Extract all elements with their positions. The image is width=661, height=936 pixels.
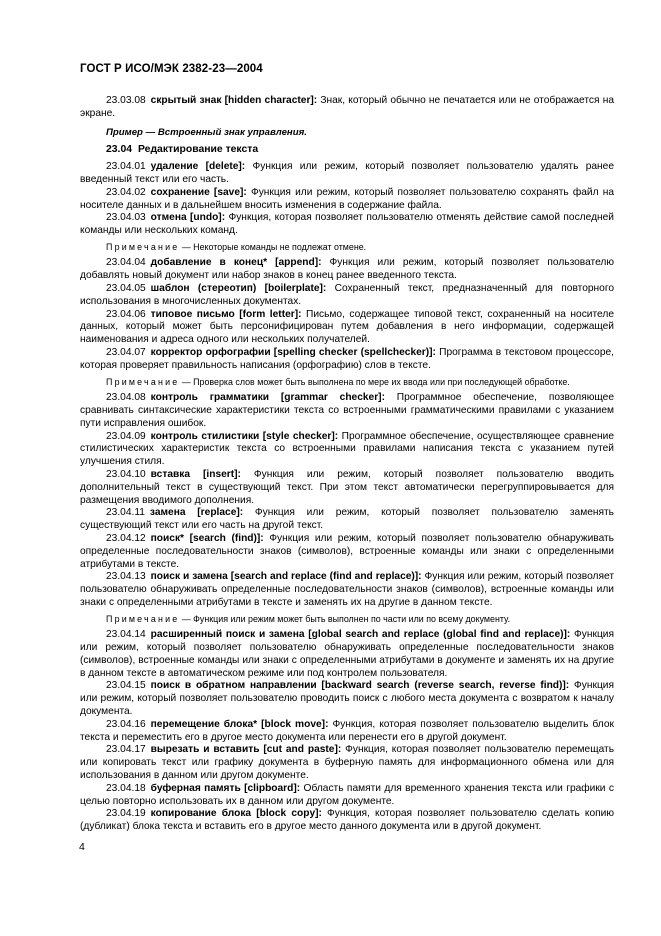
term-number: 23.04.03	[106, 212, 146, 224]
term-name: удаление [delete]:	[150, 161, 246, 173]
term-entry	[80, 431, 614, 469]
term-definition: Функция, которая позволяет пользователю сделать копию (дубликат) блока текста и вставить его в другое место данного документа или в другой документ.	[80, 808, 614, 833]
term-definition: Сохраненный текст, предназначенный для повторного использования в многочисленных документах.	[80, 283, 614, 307]
term-definition: Знак, который обычно не печатается или не отображается на экране.	[80, 95, 614, 119]
term-entry	[80, 744, 614, 782]
term-number: 23.04.16	[106, 718, 146, 730]
term-name: контроль стилистики [style checker]:	[150, 430, 339, 442]
term-definition: Функция или режим, который позволяет пользователю проводить поиск с любого места документа с возвратом к началу документа.	[80, 680, 615, 717]
term-entry	[80, 309, 614, 347]
term-definition: Функция или режим, который позволяет пользователю заменять существующий текст или его часть на другой текст.	[80, 507, 614, 532]
term-entry	[80, 571, 614, 609]
term-number: 23.04.15	[106, 680, 146, 692]
term-number: 23.04.10	[106, 468, 146, 480]
term-definition: Функция или режим, который позволяет пользователю обнаруживать определенные последовательности знаков (символов), встроенные команды или знаки с определенными атрибутами в тексте и заменять их на другие в данном тексте.	[80, 571, 614, 608]
term-definition: Область памяти для временного хранения текста или графики с целью повторно использовать их в данном или другом документе.	[80, 782, 614, 807]
term-name: буферная память [clipboard]:	[150, 782, 301, 794]
term-name: замена [replace]:	[149, 507, 244, 519]
term-name: сохранение [save]:	[150, 186, 247, 198]
note-text: — Функция или режим может быть выполнен по части или по всему документу.	[179, 613, 511, 624]
term-entry	[80, 719, 614, 745]
term-number: 23.04.04	[106, 257, 146, 269]
term-definition: Программное обеспечение, осуществляющее сравнение стилистических характеристик текста со встроенными правилами написания текста с указанием путей улучшения стиля.	[80, 430, 614, 468]
term-name: вырезать и вставить [cut and paste]:	[150, 744, 342, 756]
term-number: 23.04.18	[106, 782, 146, 794]
term-number: 23.04.08	[106, 392, 146, 404]
term-definition: Программное обеспечение, позволяющее сравнивать синтаксические характеристики текста со встроенными грамматическими правилами с указанием пути исправления ошибок.	[80, 392, 614, 429]
term-number: 23.04.11	[106, 507, 145, 519]
term-definition: Функция или режим, который позволяет пользователю обнаруживать определенные последовательности знаков (символов), встроенные команды или знаки с определенными атрибутами в тексте.	[80, 532, 614, 570]
term-entry	[80, 808, 614, 834]
term-entry	[80, 783, 614, 809]
term-entry	[80, 533, 614, 571]
term-number: 23.04.01	[106, 161, 146, 173]
term-entry	[80, 161, 614, 187]
example-text: Пример — Встроенный знак управления.	[106, 126, 307, 138]
term-number: 23.04.13	[106, 571, 146, 583]
term-entry	[80, 680, 614, 718]
term-number: 23.04.17	[106, 744, 146, 756]
term-number: 23.03.08	[106, 95, 146, 106]
note-label: Примечание	[106, 376, 180, 387]
document-body	[80, 95, 614, 834]
term-entry	[80, 469, 614, 507]
term-name: вставка [insert]:	[150, 468, 241, 480]
term-definition: Программа в текстовом процессоре, которая проверяет правильность написания (орфографию) слов в тексте.	[80, 347, 615, 371]
term-name: отмена [undo]:	[150, 212, 226, 224]
term-name: поиск в обратном направлении [backward search (reverse search, reverse find)]:	[150, 680, 570, 692]
term-definition: Функция или режим, который позволяет пользователю удалять ранее введенный текст или его часть.	[80, 161, 614, 185]
term-name: поиск и замена [search and replace (find and replace)]:	[150, 571, 422, 583]
term-entry	[80, 212, 614, 238]
term-number: 23.04.06	[106, 308, 146, 320]
term-name: перемещение блока* [block move]:	[150, 718, 329, 730]
note-entry	[80, 377, 614, 389]
term-definition: Функция или режим, который позволяет пользователю сохранять файл на носителе данных и в дальнейшем вносить изменения в содержание файла.	[80, 186, 615, 211]
term-number: 23.04.12	[106, 532, 146, 544]
page-header-title: ГОСТ Р ИСО/МЭК 2382-23—2004	[80, 63, 263, 75]
term-name: скрытый знак [hidden character]:	[150, 95, 318, 106]
term-entry	[80, 95, 614, 121]
term-name: копирование блока [block copy]:	[150, 808, 322, 820]
term-name: поиск* [search (find)]:	[150, 532, 264, 544]
term-name: шаблон (стереотип) [boilerplate]:	[150, 283, 327, 295]
term-definition: Письмо, содержащее типовой текст, сохраненный на носителе данных, который может быть персонифицирован путем добавления в него информации, содержащей наименования и адреса одного или нескольких получателей.	[80, 308, 614, 346]
term-definition: Функция или режим, который позволяет пользователю обнаруживать определенные последовательности знаков (символов), встроенные команды или знаки с определенными атрибутами в документе и заменять их на другие в данном тексте в автоматическом режиме или под контролем пользователя.	[80, 629, 614, 679]
term-definition: Функция или режим, который позволяет пользователю вводить дополнительный текст в существующий текст. При этом текст автоматически перегруппировывается для размещения вводимого дополнения.	[80, 468, 614, 506]
page-number: 4	[79, 841, 85, 853]
term-number: 23.04.02	[106, 186, 146, 198]
term-definition: Функция, которая позволяет пользователю отменять действие самой последней команды или нескольких команд.	[80, 212, 614, 237]
section-number: 23.04	[106, 144, 133, 156]
term-number: 23.04.14	[106, 629, 146, 641]
term-entry	[80, 257, 614, 283]
term-name: типовое письмо [form letter]:	[150, 308, 302, 320]
term-number: 23.04.09	[106, 430, 146, 442]
note-label: Примечание	[106, 613, 180, 624]
term-entry	[80, 347, 614, 373]
note-label: Примечание	[106, 241, 180, 252]
note-text: — Проверка слов может быть выполнена по мере их ввода или при последующей обработке.	[179, 376, 570, 387]
term-entry	[80, 187, 614, 213]
term-definition: Функция, которая позволяет пользователю перемещать или копировать текст или графику документа в буферную память для информационного обмена или для использования в данном или другом документе.	[80, 744, 615, 781]
term-name: расширенный поиск и замена [global search and replace (global find and replace)]:	[150, 629, 571, 641]
term-number: 23.04.19	[106, 808, 146, 820]
term-number: 23.04.07	[106, 347, 146, 359]
term-definition: Функция, которая позволяет пользователю выделить блок текста и переместить его в другое место документа или перенести его в другой документ.	[80, 718, 614, 743]
note-text: — Некоторые команды не подлежат отмене.	[179, 241, 367, 252]
note-entry	[80, 242, 614, 254]
term-name: добавление в конец* [append]:	[150, 257, 322, 269]
term-definition: Функция или режим, который позволяет пользователю добавлять новый документ или набор знаков в конец ранее введенного текста.	[80, 257, 614, 282]
section-title: Редактирование текста	[138, 144, 259, 156]
note-entry	[80, 614, 614, 626]
term-entry	[80, 283, 614, 309]
term-name: корректор орфографии [spelling checker (spellchecker)]:	[150, 347, 436, 359]
term-entry	[80, 507, 614, 533]
term-number: 23.04.05	[106, 283, 146, 295]
term-entry	[80, 392, 614, 430]
section-heading	[80, 144, 614, 157]
term-entry	[80, 629, 614, 680]
term-name: контроль грамматики [grammar checker]:	[150, 392, 385, 404]
